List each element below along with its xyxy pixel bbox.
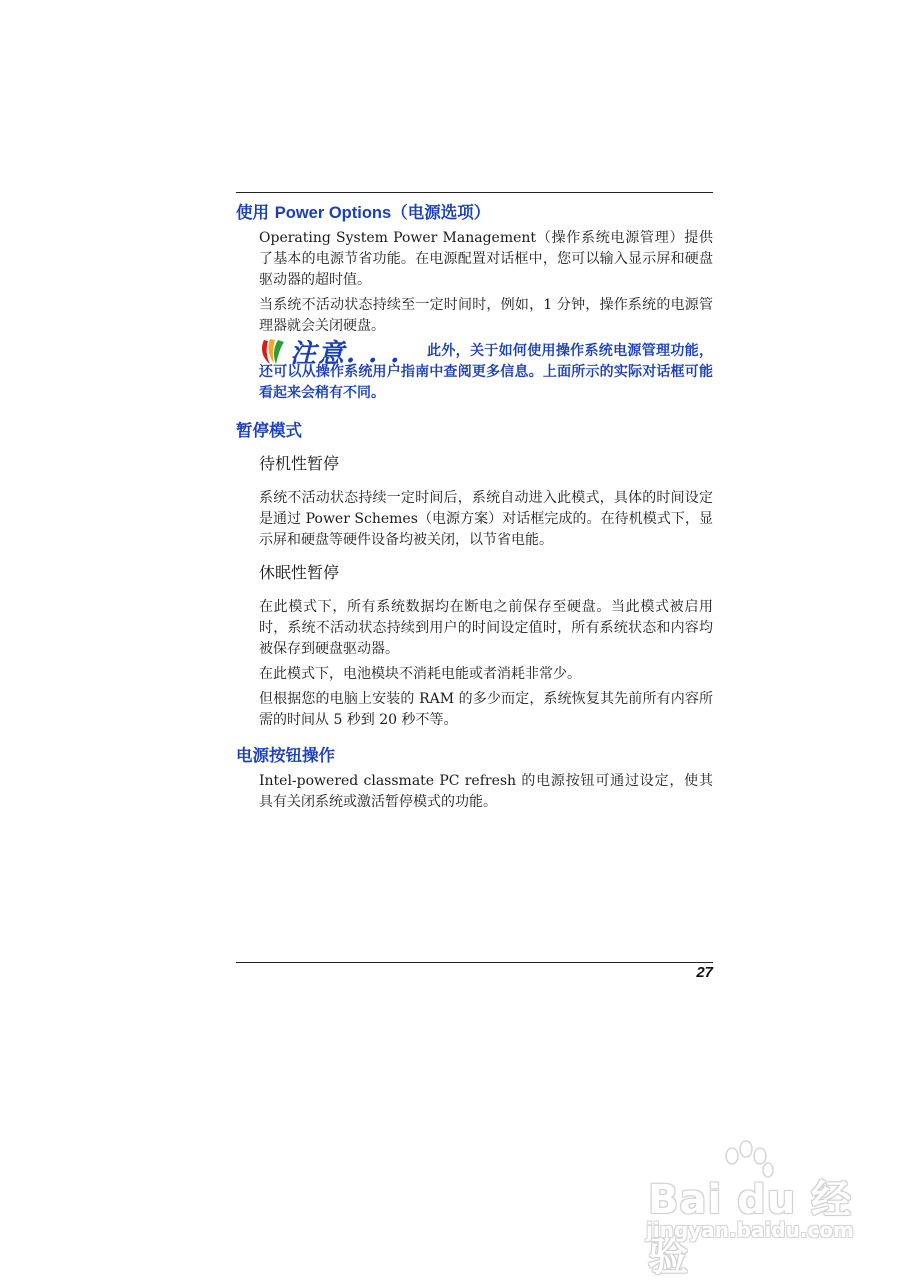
paragraph: 在此模式下，所有系统数据均在断电之前保存至硬盘。当此模式被启用时，系统不活动状态持续到用户的时间设定值时，所有系统状态和内容均被保存到硬盘驱动器。 [259, 599, 713, 657]
subsection-title-hibernate: 休眠性暂停 [259, 563, 340, 582]
paragraph: 系统不活动状态持续一定时间后，系统自动进入此模式，具体的时间设定是通过 Power Schemes（电源方案）对话框完成的。在待机模式下，显示屏和硬盘等硬件设备均被关闭，以节省电能。 [259, 490, 713, 548]
title-suffix: （电源选项） [391, 203, 491, 222]
subsection-title-standby: 待机性暂停 [259, 454, 340, 473]
power-button-body [236, 771, 713, 813]
paragraph: Intel-powered classmate PC refresh 的电源按钮可通过设定，使其具有关闭系统或激活暂停模式的功能。 [259, 773, 713, 810]
power-options-body [236, 228, 713, 337]
title-prefix: 使用 [236, 203, 275, 222]
section-title-power-button: 电源按钮操作 [236, 746, 335, 765]
watermark-url: jingyan.baidu.com [646, 1218, 854, 1242]
note-text: 此外，关于如何使用操作系统电源管理功能，还可以从操作系统用户指南中查阅更多信息。上面所示的实际对话框可能看起来会稍有不同。 [259, 343, 713, 401]
bottom-rule [236, 962, 713, 963]
baidu-watermark [640, 1140, 870, 1280]
note-label: 注意. . . [290, 338, 402, 369]
note-box [236, 338, 713, 404]
note-icon [258, 336, 288, 366]
paragraph: Operating System Power Management（操作系统电源管理）提供了基本的电源节省功能。在电源配置对话框中，您可以输入显示屏和硬盘驱动器的超时值。 [259, 230, 713, 288]
title-latin: Power Options [274, 204, 392, 222]
paragraph: 当系统不活动状态持续至一定时间时，例如，1 分钟，操作系统的电源管理器就会关闭硬盘。 [259, 297, 713, 334]
page-number: 27 [696, 964, 713, 981]
watermark-brand: Bai du 经验 [648, 1177, 853, 1280]
page-content [236, 198, 713, 817]
section-title-suspend-modes: 暂停模式 [236, 421, 302, 440]
note-badge [258, 335, 418, 367]
suspend-modes-body [236, 452, 713, 731]
paragraph: 但根据您的电脑上安装的 RAM 的多少而定，系统恢复其先前所有内容所需的时间从 5 秒到 20 秒不等。 [259, 691, 713, 728]
paragraph: 在此模式下，电池模块不消耗电能或者消耗非常少。 [259, 666, 581, 682]
section-title-power-options [236, 198, 713, 228]
top-rule [236, 192, 713, 193]
